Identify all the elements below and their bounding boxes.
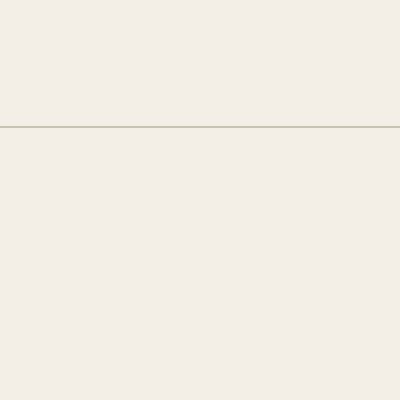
right-column <box>205 130 400 400</box>
section-divider <box>0 126 400 128</box>
top-item-list <box>0 0 400 124</box>
left-column <box>0 130 195 400</box>
